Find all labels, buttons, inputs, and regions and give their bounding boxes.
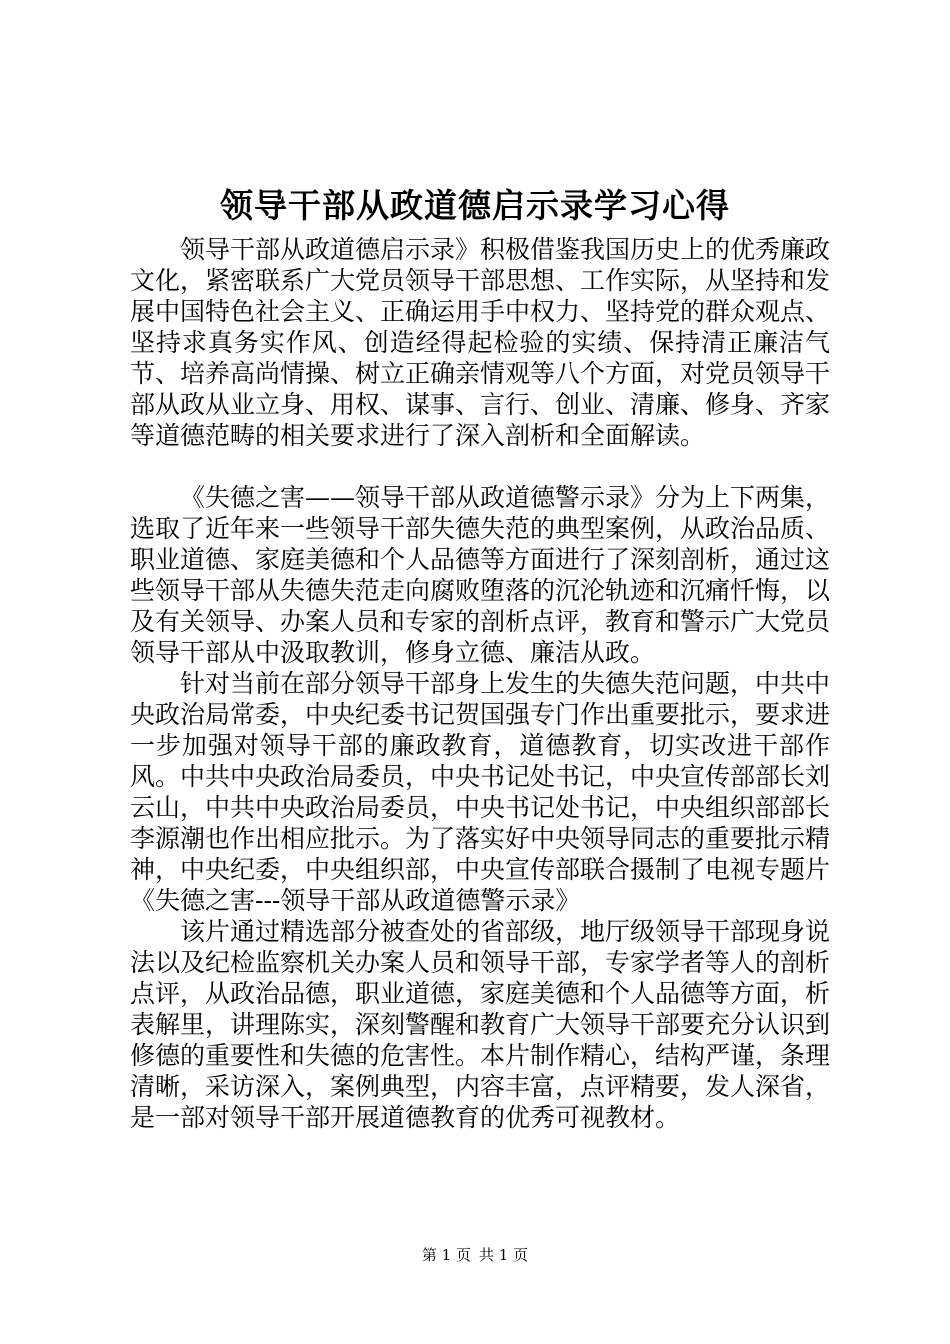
paragraph-2: 《失德之害——领导干部从政道德警示录》分为上下两集，选取了近年来一些领导干部失德失范的典型案例，从政治品质、职业道德、家庭美德和个人品德等方面进行了深刻剖析，通过这些领导干部从失德失范走向腐败堕落的沉沦轨迹和沉痛忏悔，以及有关领导、办案人员和专家的剖析点评，教育和警示广大党员领导干部从中汲取教训，修身立德、廉洁从政。 xyxy=(130,483,831,667)
document-title: 领导干部从政道德启示录学习心得 xyxy=(220,186,730,225)
page-footer xyxy=(0,1245,950,1265)
paragraph-3: 针对当前在部分领导干部身上发生的失德失范问题，中共中央政治局常委，中央纪委书记贺国强专门作出重要批示，要求进一步加强对领导干部的廉政教育，道德教育，切实改进干部作风。中共中央政治局委员，中央书记处书记，中央宣传部部长刘云山，中共中央政治局委员，中央书记处书记，中央组织部部长李源潮也作出相应批示。为了落实好中央领导同志的重要批示精神，中央纪委，中央组织部，中央宣传部联合摄制了电视专题片《失德之害---领导干部从政道德警示录》 xyxy=(130,669,831,915)
page-number: 第 1 页 xyxy=(421,1246,471,1264)
paragraph-4: 该片通过精选部分被查处的省部级，地厅级领导干部现身说法以及纪检监察机关办案人员和领导干部，专家学者等人的剖析点评，从政治品德，职业道德，家庭美德和个人品德等方面，析表解里，讲理陈实，深刻警醒和教育广大领导干部要充分认识到修德的重要性和失德的危害性。本片制作精心，结构严谨，条理清晰，采访深入，案例典型，内容丰富，点评精要，发人深省，是一部对领导干部开展道德教育的优秀可视教材。 xyxy=(130,917,831,1132)
document-body xyxy=(130,234,830,1133)
paragraph-1: 领导干部从政道德启示录》积极借鉴我国历史上的优秀廉政文化，紧密联系广大党员领导干部思想、工作实际，从坚持和发展中国特色社会主义、正确运用手中权力、坚持党的群众观点、坚持求真务实作风、创造经得起检验的实绩、保持清正廉洁气节、培养高尚情操、树立正确亲情观等八个方面，对党员领导干部从政从业立身、用权、谋事、言行、创业、清廉、修身、齐家等道德范畴的相关要求进行了深入剖析和全面解读。 xyxy=(130,235,831,450)
page-total: 共 1 页 xyxy=(479,1246,529,1264)
